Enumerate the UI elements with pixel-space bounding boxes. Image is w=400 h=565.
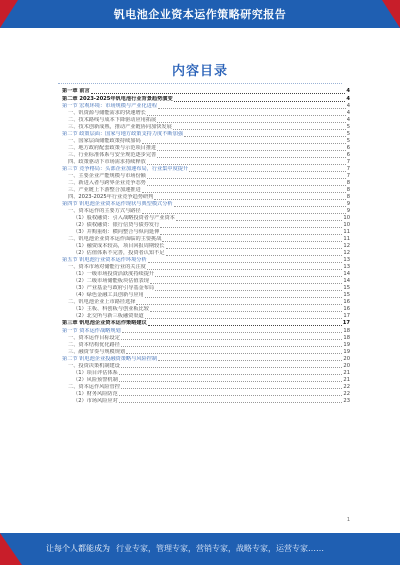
toc-entry-text: （1）财务风险防范	[73, 390, 118, 397]
toc-leader-dots	[166, 255, 343, 256]
toc-entry-text: 一、钒资源与储能需求的快速增长	[68, 110, 146, 117]
toc-entry-page: 20	[343, 355, 350, 362]
toc-entry-text: （2）北交所与新三板融资渠道	[73, 313, 144, 320]
toc-entry-page: 5	[346, 131, 350, 138]
toc-entry-page: 8	[346, 180, 350, 187]
toc-entry-text: 第二节 钒电池企业投融资策略与风险控制	[62, 355, 158, 362]
toc-entry-text: 第三节 竞争格局：头部企业加速布局，行业集中度提升	[62, 166, 189, 173]
toc-leader-dots	[121, 339, 343, 340]
toc-entry[interactable]	[62, 313, 350, 320]
toc-entry[interactable]	[62, 363, 350, 370]
toc-leader-dots	[147, 269, 343, 270]
toc-entry-page: 4	[346, 103, 350, 110]
toc-title: 内容目录	[171, 64, 228, 79]
toc-entry-text: 第一节 资本运作战略规划	[62, 327, 121, 334]
toc-entry[interactable]	[62, 299, 350, 306]
toc-entry-page: 6	[346, 152, 350, 159]
toc-entry-text: 第一章 前言	[62, 88, 90, 94]
toc-entry-page: 15	[343, 292, 350, 299]
toc-entry-text: 一、资本运作的主要方式与路径	[68, 208, 141, 215]
toc-entry-text: 三、融资节奏与规模规划	[68, 348, 126, 355]
table-of-contents	[62, 88, 350, 405]
toc-entry-page: 5	[346, 124, 350, 131]
footer-slogan-sub: 行业专家，管理专家，营销专家，战略专家，运营专家……	[116, 544, 324, 553]
toc-entry-page: 17	[343, 313, 350, 320]
toc-leader-dots	[148, 262, 343, 263]
toc-leader-dots	[121, 388, 343, 389]
toc-entry-text: 第三章 钒电池企业资本运作策略建议	[62, 320, 147, 327]
toc-entry-page: 15	[343, 285, 350, 292]
toc-entry-text: 三、产业链上下游整合加速推进	[68, 187, 141, 194]
toc-entry[interactable]	[62, 391, 350, 398]
toc-entry-page: 22	[343, 390, 350, 397]
toc-leader-dots	[148, 325, 342, 326]
toc-entry-text: 三、技术创新成熟，推动产业链协同加快发展	[68, 124, 172, 131]
toc-leader-dots	[121, 346, 343, 347]
toc-leader-dots	[174, 206, 346, 207]
toc-leader-dots	[160, 227, 342, 228]
toc-entry[interactable]	[62, 117, 350, 124]
toc-entry-text: （3）产业基金与政府引导基金布局	[73, 285, 155, 292]
toc-entry-text: 一、国家层面储能政策持续加码	[68, 138, 141, 145]
toc-divider	[58, 83, 342, 84]
toc-entry-page: 19	[343, 341, 350, 348]
toc-entry[interactable]	[62, 131, 350, 138]
toc-entry-page: 21	[343, 376, 350, 383]
toc-entry-page: 18	[343, 327, 350, 334]
toc-entry[interactable]	[62, 180, 350, 187]
toc-entry-text: （2）债权融资：银行信贷与债券发行	[73, 222, 160, 229]
toc-entry[interactable]	[62, 377, 350, 384]
toc-entry-text: 二、资本结构优化路径	[68, 341, 120, 348]
toc-entry-page: 4	[346, 88, 350, 94]
toc-entry-page: 11	[343, 229, 350, 236]
toc-leader-dots	[147, 178, 346, 179]
toc-entry-page: 4	[346, 95, 350, 102]
toc-leader-dots	[142, 192, 346, 193]
toc-entry[interactable]	[62, 208, 350, 215]
toc-entry-text: （1）项目评估体系	[73, 369, 118, 376]
toc-entry-text: 第四节 钒电池企业资本运作现状与典型模式分析	[62, 201, 173, 208]
toc-entry-text: 二、钒电池企业上市路径选择	[68, 299, 136, 306]
toc-entry[interactable]	[62, 103, 350, 110]
toc-entry-page: 5	[346, 138, 350, 145]
toc-entry[interactable]	[62, 152, 350, 159]
toc-entry-text: 四、政策驱动下市场需求持续释放	[68, 159, 146, 166]
toc-leader-dots	[166, 248, 343, 249]
toc-leader-dots	[150, 311, 342, 312]
toc-entry[interactable]	[62, 320, 350, 328]
toc-entry-page: 9	[346, 208, 350, 215]
toc-entry-page: 14	[343, 271, 350, 278]
toc-entry[interactable]	[62, 328, 350, 335]
toc-entry-text: 三、行业标准体系与安全规范逐步完善	[68, 152, 157, 159]
toc-entry[interactable]	[62, 194, 350, 201]
toc-entry[interactable]	[62, 124, 350, 131]
toc-leader-dots	[142, 143, 346, 144]
toc-entry-page: 13	[343, 264, 350, 271]
toc-entry-text: 二、新进入者与跨界企业竞争态势	[68, 180, 146, 187]
toc-entry-page: 10	[343, 215, 350, 222]
toc-leader-dots	[147, 185, 346, 186]
toc-entry-page: 20	[343, 362, 350, 369]
toc-entry-text: （1）一级市场投资活跃度持续提升	[73, 271, 155, 278]
toc-entry[interactable]	[62, 215, 350, 222]
toc-leader-dots	[160, 234, 342, 235]
toc-entry-page: 14	[343, 278, 350, 285]
toc-leader-dots	[126, 353, 342, 354]
toc-leader-dots	[147, 115, 346, 116]
toc-entry[interactable]	[62, 110, 350, 117]
toc-entry-page: 6	[346, 145, 350, 152]
toc-entry-page: 18	[343, 334, 350, 341]
page-number: 1	[346, 517, 350, 523]
toc-entry[interactable]	[62, 166, 350, 173]
toc-entry-text: 一、资本市场对储能行业的关注度	[68, 264, 146, 271]
toc-leader-dots	[136, 304, 342, 305]
toc-entry-page: 16	[343, 299, 350, 306]
toc-entry[interactable]	[62, 306, 350, 313]
toc-leader-dots	[154, 199, 345, 200]
toc-entry-page: 16	[343, 306, 350, 313]
toc-entry-text: 第二节 政策层面：国家与地方政策支持力度不断加强	[62, 131, 183, 138]
toc-leader-dots	[147, 164, 346, 165]
toc-entry-text: （4）绿色金融工具创新与应用	[73, 292, 144, 299]
toc-entry[interactable]	[62, 243, 350, 250]
toc-entry-text: （3）并购重组：横向整合与纵向延伸	[73, 229, 160, 236]
toc-entry[interactable]	[62, 342, 350, 349]
toc-entry[interactable]	[62, 187, 350, 194]
toc-entry[interactable]	[62, 398, 350, 405]
toc-leader-dots	[119, 395, 343, 396]
toc-entry[interactable]	[62, 236, 350, 243]
toc-leader-dots	[155, 290, 342, 291]
toc-leader-dots	[162, 241, 342, 242]
toc-leader-dots	[145, 297, 343, 298]
toc-entry-text: （2）市场风险应对	[73, 397, 118, 404]
toc-leader-dots	[158, 360, 342, 361]
toc-entry-page: 21	[343, 369, 350, 376]
toc-entry[interactable]	[62, 384, 350, 391]
toc-leader-dots	[119, 381, 343, 382]
toc-entry-text: （2）估值体系不完善，投资者认知不足	[73, 250, 165, 257]
toc-entry[interactable]	[62, 138, 350, 145]
toc-entry[interactable]	[62, 285, 350, 292]
toc-entry[interactable]	[62, 292, 350, 299]
toc-entry-text: 二、钒电池企业资本运作面临的主要挑战	[68, 236, 162, 243]
page-footer	[0, 533, 400, 565]
toc-entry[interactable]	[62, 229, 350, 236]
toc-leader-dots	[119, 374, 343, 375]
toc-entry[interactable]	[62, 145, 350, 152]
toc-entry-page: 8	[346, 187, 350, 194]
toc-entry[interactable]	[62, 96, 350, 104]
toc-entry-text: 二、资本运作风险管控	[68, 383, 120, 390]
toc-entry[interactable]	[62, 250, 350, 257]
toc-entry[interactable]	[62, 88, 350, 96]
toc-leader-dots	[157, 150, 345, 151]
toc-entry-text: 第五节 钒电池行业资本运作环境分析	[62, 257, 147, 264]
toc-entry-page: 12	[343, 243, 350, 250]
toc-leader-dots	[157, 122, 345, 123]
report-title: 钒电池企业资本运作策略研究报告	[113, 8, 287, 21]
toc-entry[interactable]	[62, 278, 350, 285]
toc-entry-page: 7	[346, 159, 350, 166]
toc-entry-text: （1）股权融资：引入战略投资者与产业资本	[73, 215, 175, 222]
toc-entry[interactable]	[62, 370, 350, 377]
toc-entry-page: 11	[343, 236, 350, 243]
toc-entry-page: 12	[343, 250, 350, 257]
toc-entry-page: 8	[346, 194, 350, 201]
page-header	[0, 0, 400, 28]
toc-leader-dots	[150, 283, 342, 284]
toc-entry[interactable]	[62, 257, 350, 264]
toc-entry-text: 第一节 宏观环境：市场规模与产业化进程	[62, 103, 158, 110]
toc-entry-page: 7	[346, 173, 350, 180]
toc-entry-page: 23	[343, 397, 350, 404]
footer-slogan	[46, 543, 324, 554]
toc-entry[interactable]	[62, 201, 350, 208]
toc-entry-text: 第二章 2023-2025年钒电池行业背景趋势演变	[62, 95, 173, 102]
toc-leader-dots	[174, 101, 346, 102]
toc-leader-dots	[122, 332, 343, 333]
toc-entry-text: 四、2023-2025年行业竞争趋势研判	[68, 194, 154, 201]
toc-entry[interactable]	[62, 356, 350, 363]
toc-entry-page: 4	[346, 110, 350, 117]
toc-leader-dots	[184, 136, 346, 137]
toc-leader-dots	[91, 93, 346, 94]
toc-leader-dots	[121, 367, 343, 368]
toc-leader-dots	[155, 276, 342, 277]
toc-entry-text: 二、地方政府配套政策与示范项目推进	[68, 145, 157, 152]
toc-entry-text: （1）主板、科创板与创业板比较	[73, 306, 149, 313]
toc-entry[interactable]	[62, 349, 350, 356]
toc-entry-text: 一、资本运作目标设定	[68, 334, 120, 341]
toc-entry-text: （1）融资成本较高，项目回报周期较长	[73, 243, 165, 250]
toc-leader-dots	[176, 220, 343, 221]
toc-leader-dots	[145, 318, 343, 319]
toc-entry[interactable]	[62, 264, 350, 271]
toc-leader-dots	[157, 157, 345, 158]
toc-leader-dots	[189, 171, 346, 172]
toc-entry-page: 19	[343, 348, 350, 355]
footer-accent	[0, 533, 22, 565]
toc-entry-page: 4	[346, 117, 350, 124]
toc-entry-page: 13	[343, 257, 350, 264]
toc-entry-page: 22	[343, 383, 350, 390]
toc-entry-page: 7	[346, 166, 350, 173]
toc-leader-dots	[119, 402, 343, 403]
toc-entry-text: （2）二级市场储能板块估值表现	[73, 278, 149, 285]
toc-entry-text: （2）风险预警机制	[73, 376, 118, 383]
toc-entry[interactable]	[62, 173, 350, 180]
toc-entry-text: 二、技术路线与成本下降驱动应用拓展	[68, 117, 157, 124]
toc-entry-page: 10	[343, 222, 350, 229]
footer-slogan-main: 让每个人都能成为	[46, 544, 110, 553]
toc-leader-dots	[173, 129, 346, 130]
toc-entry-page: 17	[342, 320, 350, 327]
toc-entry[interactable]	[62, 271, 350, 278]
toc-entry[interactable]	[62, 222, 350, 229]
toc-entry-text: 一、主要企业产能规模与市场份额	[68, 173, 146, 180]
toc-entry-text: 一、投资决策机制建设	[68, 362, 120, 369]
toc-entry[interactable]	[62, 159, 350, 166]
toc-entry[interactable]	[62, 335, 350, 342]
toc-entry-page: 9	[346, 201, 350, 208]
toc-leader-dots	[158, 108, 346, 109]
toc-leader-dots	[142, 213, 346, 214]
